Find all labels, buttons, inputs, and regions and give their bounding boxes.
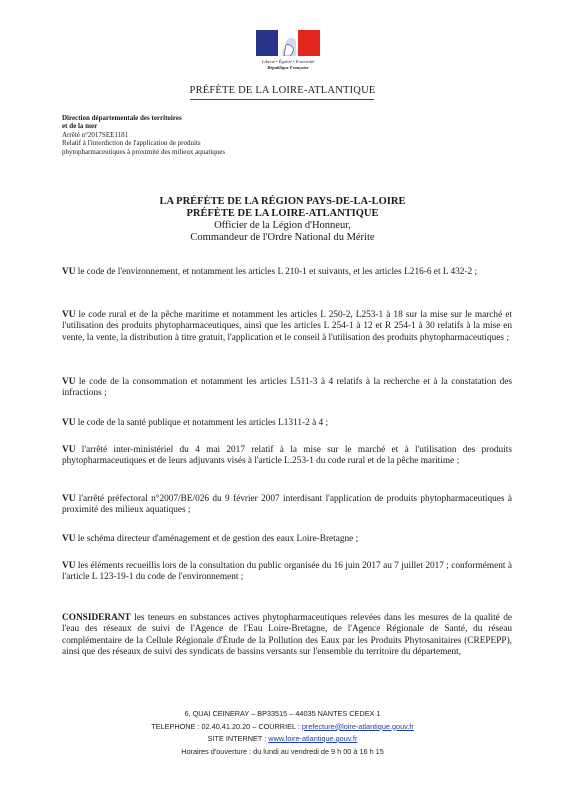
visa-lead: VU [62, 494, 76, 504]
visa-text: le schéma directeur d'aménagement et de gestion des eaux Loire-Bretagne ; [75, 534, 359, 544]
logo-motto-republic: République Française [267, 64, 309, 70]
considerant-lead: CONSIDERANT [62, 613, 131, 623]
considerant-text: les teneurs en substances actives phytopharmaceutiques relevées dans les mesures de la qualité de l'eau des réseaux de suivi de l'Agence de l'Eau Loire-Bretagne, de l'Agence Régionale de Santé, du réseau complémentaire de la Cellule Régionale d'Étude de la Pollution des Eaux par les Produits Phytosanitaires (CREPEPP), ainsi que des réseaux de suivi des syndicats de bassins versants sur l'ensemble du territoire du département, [62, 613, 512, 658]
prefecture-name: PRÉFÈTE DE LA LOIRE-ATLANTIQUE [189, 85, 376, 96]
visa-text: l'arrêté préfectoral n°2007/BE/026 du 9 février 2007 interdisant l'application de produits phytopharmaceutiques à proximité des milieux aquatiques ; [62, 494, 512, 516]
visa-paragraph [62, 494, 512, 517]
title-honour-1: Officier de la Légion d'Honneur, [214, 220, 351, 231]
visa-paragraph [62, 445, 512, 468]
footer-site-label: SITE INTERNET : [207, 734, 269, 743]
arrete-number: Arrêté n°2017SEE1181 [62, 130, 129, 139]
logo-motto-line: Liberté • Égalité • Fraternité [261, 59, 315, 64]
visa-lead: VU [62, 310, 76, 320]
service-direction-cont: et de la mer [62, 122, 98, 131]
arrete-subject-cont: phytopharmaceutiques à proximité des milieux aquatiques [62, 147, 226, 156]
visa-text: le code de l'environnement, et notamment les articles L 210-1 et suivants, et les articles L216-6 et L 432-2 ; [75, 267, 478, 277]
marianne-profile-icon [280, 36, 296, 56]
footer-email-link[interactable]: prefecture@loire-atlantique.gouv.fr [301, 721, 414, 731]
footer-address: 6, QUAI CEINERAY – BP33515 – 44035 NANTES CEDEX 1 [184, 709, 381, 718]
tricolor-flag-icon [256, 30, 320, 56]
title-honour-2: Commandeur de l'Ordre National du Mérite [190, 232, 375, 243]
logo-motto [254, 59, 322, 70]
footer-contact [0, 721, 565, 734]
visa-text: le code de la santé publique et notamment les articles L1311-2 à 4 ; [75, 418, 329, 428]
service-direction: Direction départementale des territoires [62, 114, 182, 122]
footer-website [0, 733, 565, 746]
visa-lead: VU [62, 534, 76, 544]
visa-lead: VU [62, 445, 76, 455]
footer-site-link[interactable]: www.loire-atlantique.gouv.fr [268, 734, 358, 743]
visa-text: les éléments recueillis lors de la consultation du public organisée du 16 juin 2017 au 7 juillet 2017 ; conformément à l'article L 123-19-1 du code de l'environnement ; [62, 561, 512, 583]
title-region: LA PRÉFÈTE DE LA RÉGION PAYS-DE-LA-LOIRE [159, 196, 406, 207]
title-block [0, 196, 565, 244]
visa-lead: VU [62, 561, 76, 571]
visa-text: le code rural et de la pêche maritime et notamment les articles L 250-2, L253-1 à 18 sur la mise sur le marché et l'utilisation des produits phytopharmaceutiques, ainsi que les articles L 254-1 à 12 et R 254-1 à 30 relatifs à la mise en vente, la vente, la distribution à titre gratuit, l'application et le conseil à l'utilisation des produits phytopharmaceutiques ; [62, 310, 512, 343]
service-block [62, 114, 225, 156]
considerant-paragraph [62, 613, 512, 659]
visa-text: l'arrêté inter-ministériel du 4 mai 2017 relatif à la mise sur le marché et à l'utilisation des produits phytopharmaceutiques et de leurs adjuvants visés à l'article L.253-1 du code rural et de la pêche maritime ; [62, 445, 512, 467]
visa-paragraph [62, 377, 512, 400]
visa-paragraph [62, 418, 512, 429]
visa-paragraph [62, 534, 512, 545]
header-divider [190, 99, 374, 100]
title-department: PRÉFÈTE DE LA LOIRE-ATLANTIQUE [186, 208, 379, 219]
visa-lead: VU [62, 377, 76, 387]
visa-paragraph [62, 561, 512, 584]
visa-paragraph [62, 310, 512, 344]
footer [0, 708, 565, 758]
footer-hours: Horaires d'ouverture : du lundi au vendredi de 9 h 00 à 16 h 15 [181, 746, 384, 756]
visa-paragraph [62, 267, 512, 278]
visa-text: le code de la consommation et notamment les articles L511-3 à 4 relatifs à la recherche et à la constatation des infractions ; [62, 377, 512, 399]
visa-lead: VU [62, 418, 76, 428]
republique-francaise-logo [254, 30, 322, 80]
visa-lead: VU [62, 267, 76, 277]
arrete-subject: Relatif à l'interdiction de l'application de produits [62, 139, 201, 148]
footer-phone: TELEPHONE : 02.40.41.20.20 – COURRIEL : [151, 721, 302, 731]
